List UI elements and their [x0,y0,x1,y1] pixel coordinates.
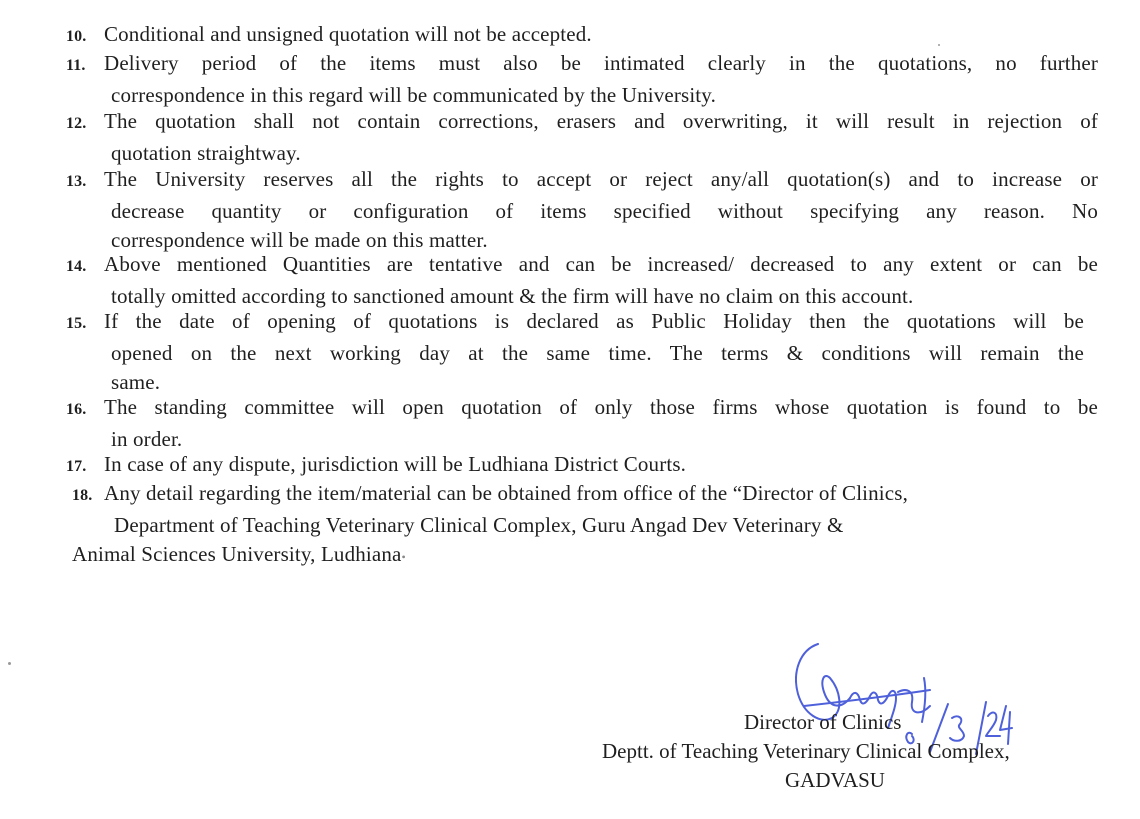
clause-text: Delivery period of the items must also be intimated clearly in the quotations, no further [104,51,1098,75]
clause-16 [66,393,1098,454]
clause-text-continued: same. [111,369,161,394]
clause-text: The standing committee will open quotation of only those firms whose quotation is found to be [104,395,1098,419]
ink-speck: • [401,549,406,564]
clause-text-continued: quotation straightway. [111,140,301,165]
clause-17 [66,450,1098,482]
clause-text-continued: totally omitted according to sanctioned amount & the firm will have no claim on this account. [111,283,914,308]
scan-speck [8,662,11,665]
clause-text-continued: opened on the next working day at the same time. The terms & conditions will remain the [111,340,1084,365]
signatory-department: Deptt. of Teaching Veterinary Clinical Complex, [602,739,1010,763]
clause-text: The University reserves all the rights to accept or reject any/all quotation(s) and to increase or [104,167,1098,191]
clause-11 [66,49,1098,110]
clause-text-continued: Department of Teaching Veterinary Clinical Complex, Guru Angad Dev Veterinary & [114,512,844,537]
clause-number: 10. [66,28,87,45]
signatory-designation: Director of Clinics [744,710,902,734]
clause-number: 15. [66,315,87,332]
clause-number: 12. [66,115,87,132]
clause-text-continued: in order. [111,426,183,451]
clause-text-continued: correspondence will be made on this matter. [111,227,488,252]
clause-text-continued: correspondence in this regard will be communicated by the University. [111,82,716,107]
clause-text-continued: Animal Sciences University, Ludhiana• [72,541,406,566]
clause-text: Above mentioned Quantities are tentative and can be increased/ decreased to any extent or can be [104,252,1098,276]
clause-number: 11. [66,57,86,74]
clause-text-continued: decrease quantity or configuration of items specified without specifying any reason. No [111,198,1098,223]
clause-text: In case of any dispute, jurisdiction will be Ludhiana District Courts. [104,452,687,476]
clause-14 [66,250,1098,311]
clause-13 [66,165,1098,254]
clause-text: Any detail regarding the item/material can be obtained from office of the “Director of Clinics, [104,481,908,505]
clause-18 [72,479,1104,571]
clause-10 [66,20,1098,52]
clause-number: 17. [66,458,87,475]
clause-number: 16. [66,401,87,418]
scan-speck [938,44,940,46]
clause-number: 18. [72,487,93,504]
signatory-institution: GADVASU [785,768,885,792]
clause-15 [66,307,1084,396]
clause-12 [66,107,1098,168]
clause-number: 14. [66,258,87,275]
clause-text: Conditional and unsigned quotation will not be accepted. [104,22,592,46]
clause-number: 13. [66,173,87,190]
clause-text: The quotation shall not contain corrections, erasers and overwriting, it will result in rejection of [104,109,1098,133]
clause-text: If the date of opening of quotations is declared as Public Holiday then the quotations will be [104,309,1084,333]
